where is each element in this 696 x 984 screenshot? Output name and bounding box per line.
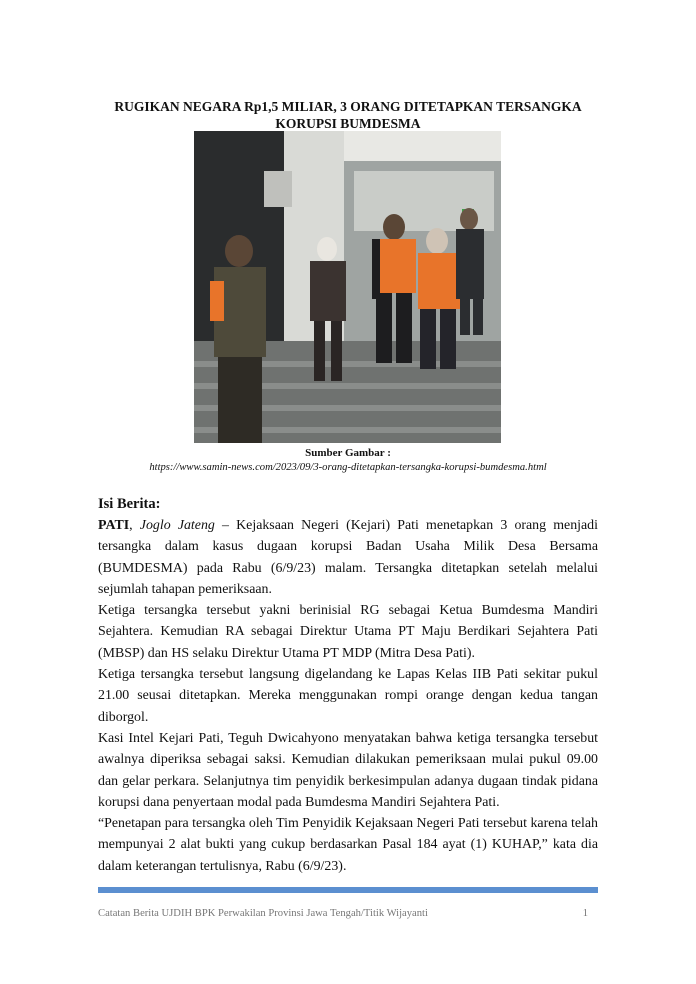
image-caption-label: Sumber Gambar :: [305, 447, 391, 459]
paragraph: Ketiga tersangka tersebut yakni berinisial RG sebagai Ketua Bumdesma Mandiri Sejahtera. Kemudian RA sebagai Direktur Utama PT Maju Berdikari Sejahtera Pati (MBSP) dan HS selaku Direktur Utama PT MDP (Mitra Desa Pati).: [98, 603, 598, 661]
page-number: 1: [582, 908, 588, 919]
paragraph: “Penetapan para tersangka oleh Tim Penyidik Kejaksaan Negeri Pati tersebut karena telah mempunyai 2 alat bukti yang cukup berdasarkan Pasal 184 ayat (1) KUHAP,” kata dia dalam keterangan tertulisnya, Rabu (6/9/23).: [98, 816, 598, 874]
lead-paragraph: PATI, Joglo Jateng – Kejaksaan Negeri (Kejari) Pati menetapkan 3 orang menjadi tersangka dalam kasus dugaan korupsi Badan Usaha Milik Desa Bersama (BUMDESMA) pada Rabu (6/9/23) malam. Tersangka ditetapkan setelah melalui sejumlah tahapan pemeriksaan.: [98, 518, 598, 597]
paragraph: Kasi Intel Kejari Pati, Teguh Dwicahyono menyatakan bahwa ketiga tersangka tersebut awalnya diperiksa sebagai saksi. Kemudian dilakukan pemeriksaan mulai pukul 09.00 dan gelar perkara. Selanjutnya tim penyidik berkesimpulan adanya dugaan tindak pidana korupsi dana penyertaan modal pada Bumdesma Mandiri Sejahtera Pati.: [98, 730, 598, 810]
footer-divider: [98, 887, 598, 893]
article-title: [98, 98, 598, 132]
image-source-url: https://www.samin-news.com/2023/09/3-orang-ditetapkan-tersangka-korupsi-bumdesma.html: [149, 462, 547, 473]
lead-text: – Kejaksaan Negeri (Kejari) Pati menetapkan 3 orang menjadi tersangka dalam kasus dugaan korupsi Badan Usaha Milik Desa Bersama (BUMDESMA) pada Rabu (6/9/23) malam. Tersangka ditetapkan setelah melalui sejumlah tahapan pemeriksaan.: [98, 518, 598, 597]
page-footer: [98, 908, 598, 920]
lead-location: PATI: [98, 518, 130, 533]
paragraph: Ketiga tersangka tersebut langsung digelandang ke Lapas Kelas IIB Pati sekitar pukul 21.00 seusai ditetapkan. Mereka menggunakan rompi orange dengan kedua tangan diborgol.: [98, 667, 598, 725]
section-heading: Isi Berita:: [98, 496, 161, 512]
news-photo: [194, 131, 501, 443]
article-body: [98, 515, 598, 877]
lead-source: Joglo Jateng: [139, 518, 215, 533]
footer-text: Catatan Berita UJDIH BPK Perwakilan Provinsi Jawa Tengah/Titik Wijayanti: [98, 908, 428, 919]
article-title-line-1: RUGIKAN NEGARA Rp1,5 MILIAR, 3 ORANG DITETAPKAN TERSANGKA: [114, 99, 582, 114]
article-title-line-2: KORUPSI BUMDESMA: [275, 116, 421, 131]
